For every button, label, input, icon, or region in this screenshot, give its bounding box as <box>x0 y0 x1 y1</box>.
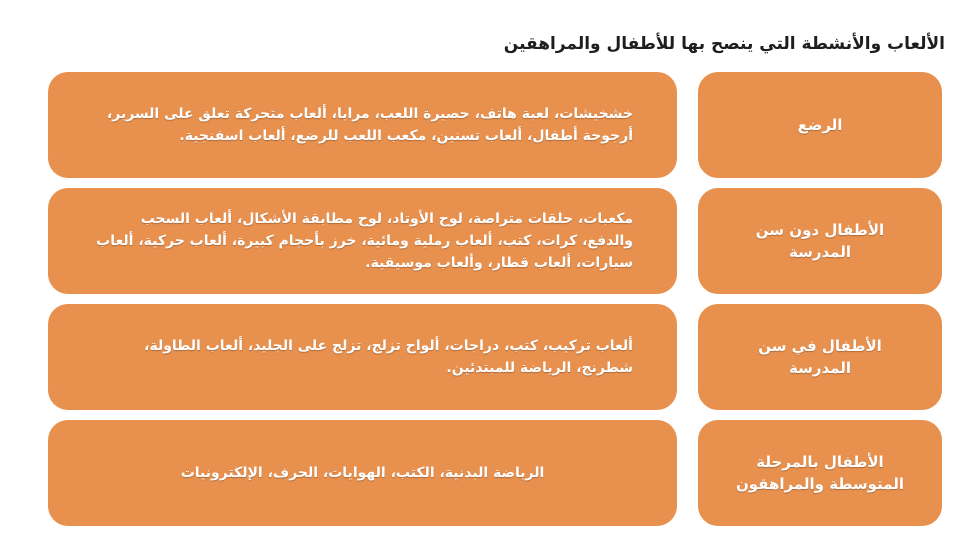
age-group-cell: الأطفال دون سن المدرسة <box>698 188 942 294</box>
activities-cell <box>48 188 677 294</box>
age-group-cell: الأطفال بالمرحلة المتوسطة والمراهقون <box>698 420 942 526</box>
activities-text: الرياضة البدنية، الكتب، الهوايات، الحرف، الإلكترونيات <box>180 465 545 481</box>
activities-text: خشخيشات، لعبة هاتف، حصيرة اللعب، مرايا، ألعاب متحركة تعلق على السرير، أرجوحة أطفال، ألعاب تسنين، مكعب اللعب للرضع، ألعاب اسفنجية. <box>106 106 633 144</box>
activities-text: ألعاب تركيب، كتب، دراجات، ألواح تزلج، تزلج على الجليد، ألعاب الطاولة، شطرنج، الرياضة للمبتدئين. <box>144 338 633 376</box>
age-group-cell: الأطفال في سن المدرسة <box>698 304 942 410</box>
table-row <box>48 304 942 410</box>
activities-cell <box>48 72 677 178</box>
activities-cell <box>48 420 677 526</box>
activities-text: مكعبات، حلقات متراصة، لوح الأوتاد، لوح مطابقة الأشكال، ألعاب السحب والدفع، كرات، كتب، ألعاب رملية ومائية، خرز بأحجام كبيرة، ألعاب حركية، ألعاب سيارات، ألعاب قطار، وألعاب موسيقية. <box>96 211 633 271</box>
activities-cell <box>48 304 677 410</box>
activities-table <box>48 72 942 536</box>
table-row <box>48 72 942 178</box>
table-row <box>48 420 942 526</box>
table-row <box>48 188 942 294</box>
page-title: الألعاب والأنشطة التي ينصح بها للأطفال والمراهقين <box>503 34 945 54</box>
age-group-cell: الرضع <box>698 72 942 178</box>
